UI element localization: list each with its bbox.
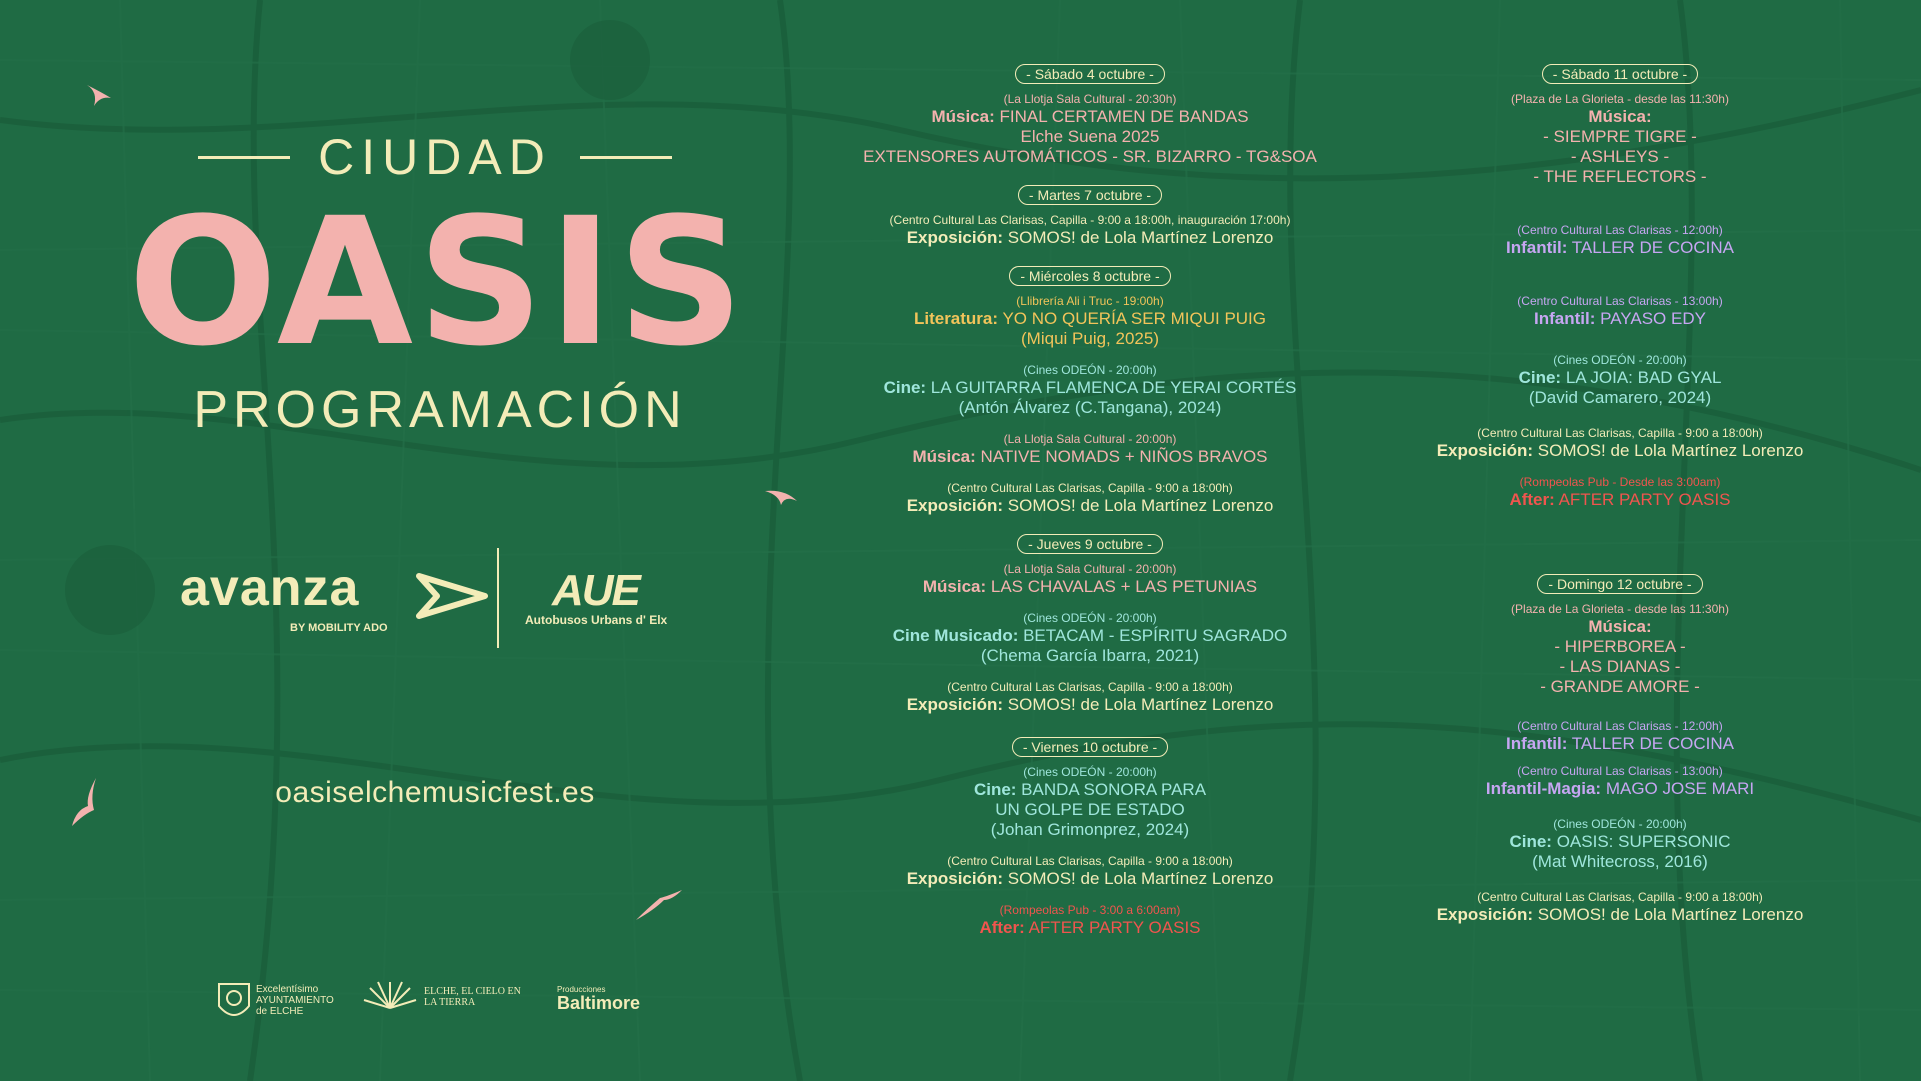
bird-icon: [634, 888, 684, 924]
event-name: BETACAM - ESPÍRITU SAGRADO: [1018, 626, 1288, 645]
event-item: [840, 680, 1340, 715]
day-block: [1370, 60, 1870, 510]
event-venue: (Centro Cultural Las Clarisas - 12:00h): [1517, 223, 1723, 237]
event-category: Infantil:: [1534, 309, 1596, 328]
event-title: [1370, 617, 1870, 637]
event-category: Infantil:: [1506, 734, 1568, 753]
event-item: [1370, 294, 1870, 329]
event-name: PAYASO EDY: [1595, 309, 1706, 328]
event-title: [840, 780, 1340, 800]
event-venue: (Rompeolas Pub - 3:00 a 6:00am): [999, 903, 1181, 917]
event-item: [840, 92, 1340, 167]
ciudad-text: CIUDAD: [318, 129, 552, 185]
event-item: [1370, 890, 1870, 925]
event-category: After:: [979, 918, 1025, 937]
event-line: - THE REFLECTORS -: [1533, 167, 1707, 186]
event-venue: (Cines ODEÓN - 20:00h): [1553, 353, 1687, 367]
event-venue: (Centro Cultural Las Clarisas - 12:00h): [1517, 719, 1723, 733]
event-venue: (Centro Cultural Las Clarisas, Capilla - 9:00 a 18:00h): [947, 854, 1233, 868]
event-category: Exposición:: [906, 695, 1004, 714]
avanza-subtitle: BY MOBILITY ADO: [290, 622, 388, 634]
event-category: Exposición:: [1436, 905, 1534, 924]
event-item: [840, 562, 1340, 597]
event-name: TALLER DE COCINA: [1567, 238, 1734, 257]
event-category: Exposición:: [906, 496, 1004, 515]
day-block: [840, 181, 1340, 248]
event-category: Cine:: [973, 780, 1017, 799]
bird-icon: [84, 80, 114, 110]
event-item: [840, 294, 1340, 349]
event-category: Cine:: [1518, 368, 1562, 387]
event-name: NATIVE NOMADS + NIÑOS BRAVOS: [975, 447, 1268, 466]
event-item: [840, 611, 1340, 666]
decorative-line: [198, 156, 290, 159]
avanza-logo: avanza: [180, 559, 360, 617]
event-title: [840, 447, 1340, 467]
event-venue: (Cines ODEÓN - 20:00h): [1553, 817, 1687, 831]
event-item: [840, 213, 1340, 248]
event-name: LA GUITARRA FLAMENCA DE YERAI CORTÉS: [926, 378, 1297, 397]
event-name: AFTER PARTY OASIS: [1554, 490, 1731, 509]
event-name: YO NO QUERÍA SER MIQUI PUIG: [998, 309, 1267, 328]
event-name: SOMOS! de Lola Martínez Lorenzo: [1003, 228, 1274, 247]
day-label: - Domingo 12 octubre -: [1537, 574, 1702, 594]
event-line: - ASHLEYS -: [1570, 147, 1670, 166]
palm-sun-icon: [362, 978, 418, 1012]
event-item: [840, 363, 1340, 418]
event-line: (Johan Grimonprez, 2024): [990, 820, 1190, 839]
bird-icon: [68, 776, 100, 828]
event-category: After:: [1509, 490, 1555, 509]
event-item: [1370, 92, 1870, 187]
day-label: - Martes 7 octubre -: [1018, 185, 1162, 205]
day-label: - Jueves 9 octubre -: [1017, 534, 1163, 554]
event-category: Cine Musicado:: [892, 626, 1019, 645]
ayuntamiento-logo: Excelentísimo AYUNTAMIENTO de ELCHE: [256, 984, 334, 1017]
event-item: [1370, 764, 1870, 799]
event-title: [840, 496, 1340, 516]
event-venue: (Rompeolas Pub - Desde las 3:00am): [1519, 475, 1721, 489]
day-label: - Sábado 11 octubre -: [1542, 64, 1698, 84]
event-title: [840, 378, 1340, 398]
event-title: [1370, 779, 1870, 799]
footer-logos: [210, 972, 680, 1028]
event-name: TALLER DE COCINA: [1567, 734, 1734, 753]
elche-logo: ELCHE, EL CIELO EN LA TIERRA: [424, 986, 521, 1008]
avanza-arrow-icon: [415, 570, 490, 620]
event-venue: (La Llotja Sala Cultural - 20:00h): [1003, 562, 1177, 576]
event-title: [1370, 905, 1870, 925]
schedule-column-1: [840, 60, 1340, 952]
event-name: SOMOS! de Lola Martínez Lorenzo: [1533, 905, 1804, 924]
event-category: Exposición:: [906, 228, 1004, 247]
day-block: [840, 530, 1340, 715]
event-venue: (La Llotja Sala Cultural - 20:00h): [1003, 432, 1177, 446]
ayuntamiento-crest-icon: [215, 976, 253, 1024]
event-item: [840, 765, 1340, 840]
event-line: EXTENSORES AUTOMÁTICOS - SR. BIZARRO - TG&SOA: [863, 147, 1317, 166]
event-line: - SIEMPRE TIGRE -: [1543, 127, 1697, 146]
baltimore-small: Producciones: [557, 985, 606, 994]
aue-subtitle: Autobusos Urbans d' Elx: [525, 613, 668, 627]
day-block: [840, 60, 1340, 167]
event-category: Música:: [1588, 617, 1652, 636]
sponsor-logos: [175, 548, 715, 648]
event-title: [840, 577, 1340, 597]
event-line: (Miqui Puig, 2025): [1021, 329, 1159, 348]
event-category: Música:: [1588, 107, 1652, 126]
event-name: BANDA SONORA PARA: [1016, 780, 1207, 799]
oasis-title: OASIS: [127, 180, 749, 385]
sponsor-divider: [497, 548, 499, 648]
event-name: MAGO JOSE MARI: [1601, 779, 1755, 798]
day-block: [840, 262, 1340, 516]
event-category: Cine:: [883, 378, 927, 397]
event-item: [1370, 602, 1870, 697]
event-category: Infantil:: [1506, 238, 1568, 257]
event-name: AFTER PARTY OASIS: [1024, 918, 1201, 937]
event-line: (David Camarero, 2024): [1528, 388, 1712, 407]
bird-icon: [763, 485, 799, 511]
event-line: (Antón Álvarez (C.Tangana), 2024): [958, 398, 1222, 417]
event-title: [840, 918, 1340, 938]
event-venue: (Centro Cultural Las Clarisas, Capilla - 9:00 a 18:00h): [1477, 890, 1763, 904]
event-category: Música:: [931, 107, 995, 126]
event-venue: (La Llotja Sala Cultural - 20:30h): [1003, 92, 1177, 106]
event-item: [1370, 426, 1870, 461]
aue-logo: AUE: [552, 566, 639, 615]
baltimore-logo: Baltimore: [557, 993, 641, 1013]
event-venue: (Centro Cultural Las Clarisas, Capilla - 9:00 a 18:00h): [947, 680, 1233, 694]
event-category: Cine:: [1509, 832, 1552, 851]
event-venue: (Centro Cultural Las Clarisas, Capilla - 9:00 a 18:00h): [1477, 426, 1763, 440]
event-title: [1370, 490, 1870, 510]
programacion-subtitle: PROGRAMACIÓN: [193, 381, 687, 439]
event-venue: (Cines ODEÓN - 20:00h): [1023, 611, 1157, 625]
event-title: [1370, 107, 1870, 127]
event-line: - GRANDE AMORE -: [1540, 677, 1700, 696]
decorative-line: [580, 156, 672, 159]
event-venue: (Centro Cultural Las Clarisas - 13:00h): [1517, 764, 1723, 778]
event-title: [840, 695, 1340, 715]
event-name: SOMOS! de Lola Martínez Lorenzo: [1003, 869, 1274, 888]
event-line: - HIPERBOREA -: [1554, 637, 1686, 656]
left-panel: [0, 0, 870, 1081]
event-item: [840, 481, 1340, 516]
event-title: [1370, 734, 1870, 754]
day-block: [1370, 570, 1870, 925]
event-name: OASIS: SUPERSONIC: [1551, 832, 1731, 851]
event-venue: (Centro Cultural Las Clarisas - 13:00h): [1517, 294, 1723, 308]
event-category: Música:: [922, 577, 987, 596]
event-venue: (Cines ODEÓN - 20:00h): [1023, 765, 1157, 779]
event-title: [1370, 441, 1870, 461]
event-title: [1370, 309, 1870, 329]
event-venue: (Plaza de La Glorieta - desde las 11:30h): [1511, 92, 1729, 106]
event-item: [1370, 353, 1870, 408]
event-name: LA JOIA: BAD GYAL: [1561, 368, 1722, 387]
event-category: Exposición:: [1436, 441, 1534, 460]
event-item: [1370, 475, 1870, 510]
event-title: [840, 869, 1340, 889]
event-name: LAS CHAVALAS + LAS PETUNIAS: [986, 577, 1258, 596]
event-venue: (Llibrería Ali i Truc - 19:00h): [1016, 294, 1164, 308]
event-line: UN GOLPE DE ESTADO: [995, 800, 1185, 819]
event-venue: (Centro Cultural Las Clarisas, Capilla - 9:00 a 18:00h): [947, 481, 1233, 495]
event-line: - LAS DIANAS -: [1559, 657, 1681, 676]
day-label: - Sábado 4 octubre -: [1015, 64, 1165, 84]
event-line: (Mat Whitecross, 2016): [1532, 852, 1708, 871]
event-title: [840, 228, 1340, 248]
event-item: [840, 903, 1340, 938]
event-name: SOMOS! de Lola Martínez Lorenzo: [1533, 441, 1804, 460]
event-line: Elche Suena 2025: [1020, 127, 1160, 146]
event-venue: (Plaza de La Glorieta - desde las 11:30h): [1511, 602, 1729, 616]
event-title: [840, 107, 1340, 127]
event-venue: (Centro Cultural Las Clarisas, Capilla - 9:00 a 18:00h, inauguración 17:00h): [889, 213, 1291, 227]
day-label: - Viernes 10 octubre -: [1012, 737, 1168, 757]
event-item: [840, 432, 1340, 467]
event-name: FINAL CERTAMEN DE BANDAS: [994, 107, 1249, 126]
event-name: SOMOS! de Lola Martínez Lorenzo: [1003, 496, 1274, 515]
event-item: [1370, 817, 1870, 872]
website-link[interactable]: oasiselchemusicfest.es: [275, 776, 595, 809]
event-title: [1370, 238, 1870, 258]
day-label: - Miércoles 8 octubre -: [1009, 266, 1170, 286]
event-category: Exposición:: [906, 869, 1004, 888]
day-block: [840, 733, 1340, 938]
event-item: [840, 854, 1340, 889]
event-title: [840, 309, 1340, 329]
event-title: [1370, 832, 1870, 852]
event-category: Infantil-Magia:: [1485, 779, 1602, 798]
event-item: [1370, 719, 1870, 754]
event-category: Literatura:: [913, 309, 999, 328]
event-title: [1370, 368, 1870, 388]
event-name: SOMOS! de Lola Martínez Lorenzo: [1003, 695, 1274, 714]
event-title: [840, 626, 1340, 646]
schedule-column-2: [1370, 60, 1870, 925]
event-item: [1370, 223, 1870, 258]
event-venue: (Cines ODEÓN - 20:00h): [1023, 363, 1157, 377]
event-line: (Chema García Ibarra, 2021): [980, 646, 1200, 665]
event-category: Música:: [912, 447, 976, 466]
